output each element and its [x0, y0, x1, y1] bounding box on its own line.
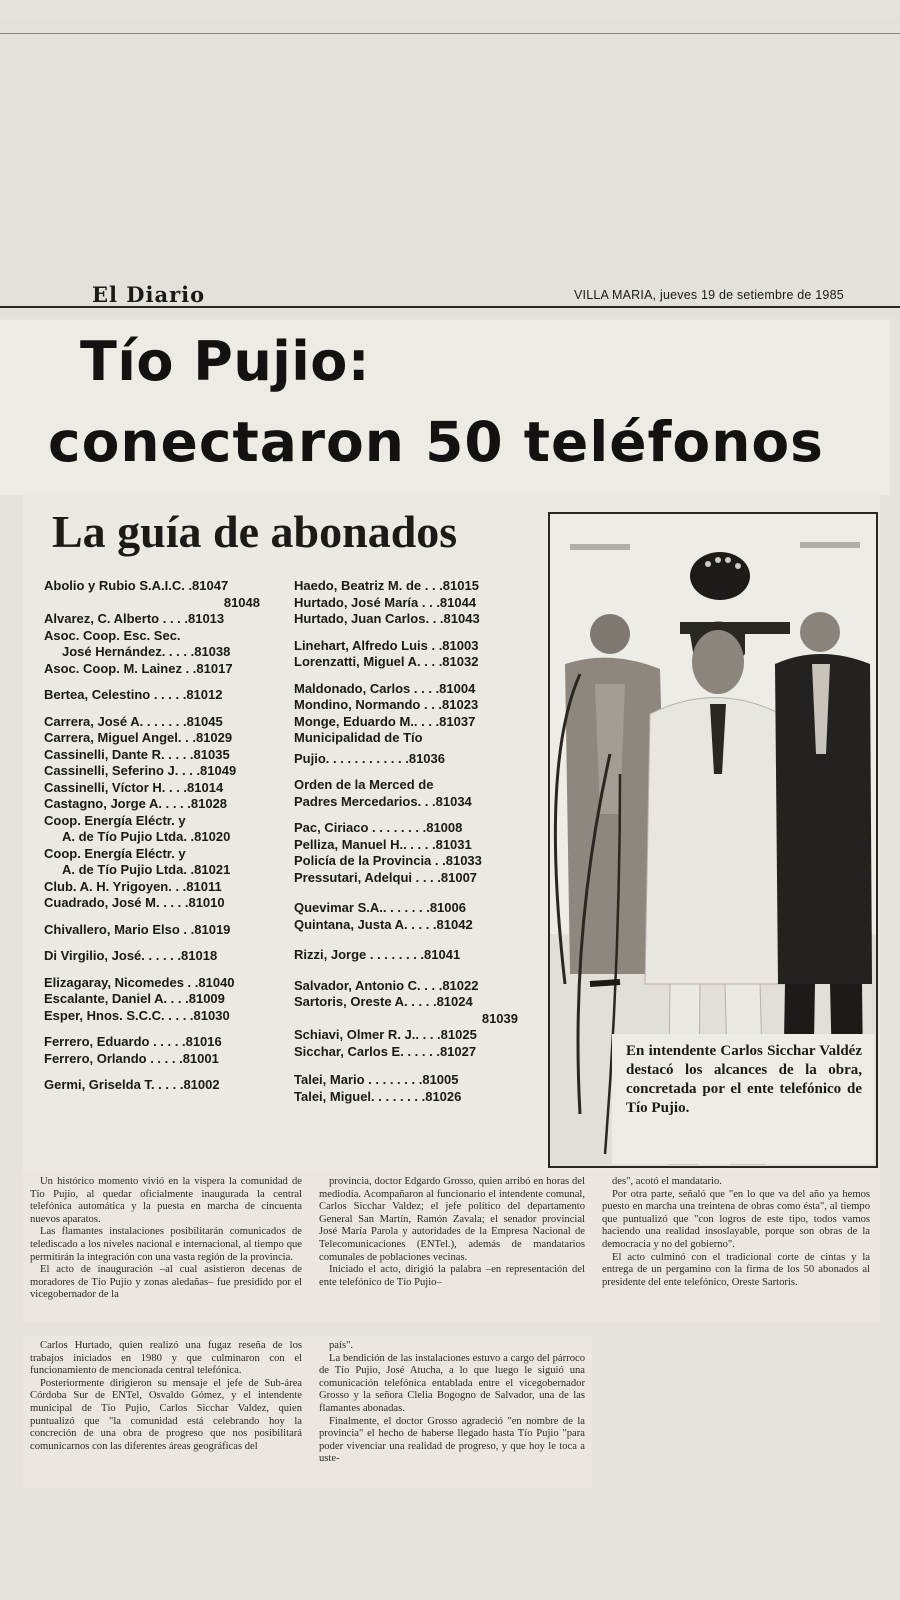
directory-entry: Monge, Eduardo M.. . . .81037	[294, 713, 476, 729]
article-paragraph: Por otra parte, señaló que "en lo que va del año ya hemos puesto en marcha una treintena de obras como ésta", al tiempo que puntualizó que "con logros de este tipo, todos vamos haciendo una realidad insoslayable, porque son obras de la democracia y no del gobierno".	[602, 1188, 870, 1250]
news-photo	[548, 512, 878, 1168]
article-paragraph: Carlos Hurtado, quien realizó una fugaz reseña de los trabajos iniciados en 1980 y que culminaron con el funcionamiento de mencionada central telefónica.	[30, 1340, 302, 1377]
directory-entry: Pressutari, Adelqui . . . .81007	[294, 869, 478, 885]
article-column-4	[30, 1340, 302, 1453]
directory-entry: Cassinelli, Dante R. . . . .81035	[44, 746, 230, 762]
directory-entry: Cassinelli, Víctor H. . . .81014	[44, 779, 224, 795]
article-paragraph: Las flamantes instalaciones posibilitarán comunicados de telediscado a los niveles nacional e internacional, al tiempo que permitirán la integración con una vasta región de la provincia.	[30, 1226, 302, 1263]
article-column-5	[319, 1340, 585, 1466]
article-paragraph: Iniciado el acto, dirigió la palabra –en representación del ente telefónico de Tío Pujio–	[319, 1264, 585, 1288]
directory-entry: Bertea, Celestino . . . . .81012	[44, 687, 223, 702]
article-paragraph: provincia, doctor Edgardo Grosso, quien arribó en horas del mediodía. Acompañaron al funcionario el intendente comunal, Carlos Sicchar Valdez; el jefe político del departamento General San Martín, Ramón Zavala; el senador provincial José María Parola y autoridades de la Empresa Nacional de Telecomunicaciones (ENTel.), además de mandatarios comunales de poblaciones vecinas.	[319, 1176, 585, 1263]
directory-entry: Hurtado, Juan Carlos. . .81043	[294, 611, 480, 626]
directory-entry: Schiavi, Olmer R. J.. . . .81025	[294, 1027, 477, 1042]
directory-entry: Asoc. Coop. Esc. Sec.	[44, 627, 181, 643]
directory-entry: Linehart, Alfredo Luis . .81003	[294, 637, 479, 653]
directory-entry: Alvarez, C. Alberto . . . .81013	[44, 611, 225, 626]
section-title: La guía de abonados	[52, 506, 458, 557]
headline-line-2: conectaron 50 teléfonos	[48, 410, 824, 474]
newspaper-logo: El Diario	[92, 282, 206, 307]
directory-entry: A. de Tío Pujio Ltda. .81020	[62, 829, 231, 844]
directory-entry: Cuadrado, José M. . . . .81010	[44, 895, 225, 910]
directory-entry: Ferrero, Orlando . . . . .81001	[44, 1050, 219, 1066]
directory-entry: Padres Mercedarios. . .81034	[294, 793, 472, 809]
directory-entry: Talei, Mario . . . . . . . .81005	[294, 1072, 459, 1087]
article-column-1	[30, 1176, 302, 1302]
directory-column-1	[44, 578, 276, 1094]
directory-entry: Elizagaray, Nicomedes . .81040	[44, 974, 235, 990]
directory-entry: Policía de la Provincia . .81033	[294, 853, 482, 868]
headline-line-1: Tío Pujio:	[80, 330, 370, 393]
directory-entry: Sicchar, Carlos E. . . . . .81027	[294, 1043, 477, 1059]
directory-entry: Club. A. H. Yrigoyen. . .81011	[44, 878, 222, 894]
directory-entry: Haedo, Beatriz M. de . . .81015	[294, 578, 479, 593]
directory-entry: Coop. Energía Eléctr. y	[44, 845, 186, 861]
article-paragraph: Un histórico momento vivió en la víspera la comunidad de Tío Pujio, al quedar oficialmente inaugurada la central telefónica automática y la puesta en marcha de cincuenta nuevos aparatos.	[30, 1176, 302, 1225]
directory-entry: Abolio y Rubio S.A.I.C. .81047	[44, 578, 229, 593]
article-paragraph: El acto culminó con el tradicional corte de cintas y la entrega de un pergamino con la firma de los 50 abonados al presidente del ente telefónico, Oreste Sartoris.	[602, 1251, 870, 1288]
directory-entry: Cassinelli, Seferino J. . . .81049	[44, 763, 237, 778]
directory-entry: Orden de la Merced de	[294, 777, 434, 792]
directory-entry: Rizzi, Jorge . . . . . . . .81041	[294, 947, 461, 962]
directory-entry: Pelliza, Manuel H.. . . . .81031	[294, 836, 472, 852]
directory-entry: A. de Tío Pujio Ltda. .81021	[62, 862, 231, 877]
dateline: VILLA MARIA, jueves 19 de setiembre de 1985	[574, 288, 844, 302]
directory-entry: Di Virgilio, José. . . . . .81018	[44, 948, 218, 963]
directory-entry: Lorenzatti, Miguel A. . . .81032	[294, 654, 479, 669]
directory-entry: José Hernández. . . . .81038	[62, 644, 231, 659]
directory-entry: Coop. Energía Eléctr. y	[44, 812, 186, 828]
directory-entry: Salvador, Antonio C. . . .81022	[294, 977, 479, 993]
directory-entry: Esper, Hnos. S.C.C. . . . .81030	[44, 1007, 230, 1023]
directory-entry: Chivallero, Mario Elso . .81019	[44, 921, 231, 937]
directory-entry: Pujio. . . . . . . . . . . .81036	[294, 750, 445, 766]
photo-caption-box	[612, 1034, 874, 1164]
article-paragraph: La bendición de las instalaciones estuvo a cargo del párroco de Tío Pujio, José Atucha, a lo que luego le siguió una comunicación telefónica entablada entre el vicegobernador Grosso y la señora Clelia Bogogno de Salvador, una de las flamantes abonadas.	[319, 1352, 585, 1414]
directory-entry: 81048	[223, 594, 260, 610]
clipping-top-area	[0, 18, 900, 318]
directory-entry: Carrera, Miguel Angel. . .81029	[44, 730, 233, 745]
directory-entry: Sartoris, Oreste A. . . . .81024	[294, 994, 473, 1009]
directory-entry: Pac, Ciriaco . . . . . . . .81008	[294, 820, 463, 835]
top-rule	[0, 33, 900, 34]
photo-caption: En intendente Carlos Sicchar Valdéz destacó los alcances de la obra, concretada por el ente telefónico de Tío Pujio.	[626, 1043, 862, 1116]
directory-entry: Escalante, Daniel A. . . .81009	[44, 991, 225, 1006]
article-paragraph: des", acotó el mandatario.	[612, 1176, 722, 1187]
article-paragraph: El acto de inauguración –al cual asistieron decenas de moradores de Tío Pujio y zonas aledañas– fue presidido por el vicegobernador de la	[30, 1264, 302, 1301]
directory-entry: Asoc. Coop. M. Lainez . .81017	[44, 660, 233, 676]
directory-entry: Municipalidad de Tío	[294, 730, 423, 745]
article-paragraph: país".	[329, 1340, 354, 1351]
article-paragraph: Posteriormente dirigieron su mensaje el jefe de Sub-área Córdoba Sur de ENTel, Osvaldo Gómez, y el intendente municipal de Tío Pujio, Carlos Sicchar Valdez, quien puntualizó que "la comunidad está celebrando hoy la concreción de una obra de progreso que nos posibilitará comunicarnos con las diferentes áreas geográficas del	[30, 1377, 302, 1452]
article-column-3	[602, 1176, 870, 1289]
directory-column-2	[294, 578, 530, 1105]
article-paragraph: Finalmente, el doctor Grosso agradeció "en nombre de la provincia" el hecho de haberse llegado hasta Tío Pujio "para poder vivenciar una realidad de progreso, y que hoy le toca a uste-	[319, 1415, 585, 1465]
directory-entry: Maldonado, Carlos . . . .81004	[294, 680, 476, 696]
directory-entry: Talei, Miguel. . . . . . . .81026	[294, 1088, 462, 1104]
directory-entry: Mondino, Normando . . .81023	[294, 697, 479, 712]
article-column-2	[319, 1176, 585, 1289]
directory-entry: 81039	[481, 1010, 518, 1026]
directory-entry: Hurtado, José María . . .81044	[294, 594, 477, 610]
directory-entry: Quevimar S.A.. . . . . . .81006	[294, 900, 466, 915]
directory-entry: Ferrero, Eduardo . . . . .81016	[44, 1034, 222, 1049]
directory-entry: Germi, Griselda T. . . . .81002	[44, 1077, 220, 1092]
directory-entry: Castagno, Jorge A. . . . .81028	[44, 796, 228, 811]
directory-entry: Quintana, Justa A. . . . .81042	[294, 916, 473, 932]
directory-entry: Carrera, José A. . . . . . .81045	[44, 713, 223, 729]
